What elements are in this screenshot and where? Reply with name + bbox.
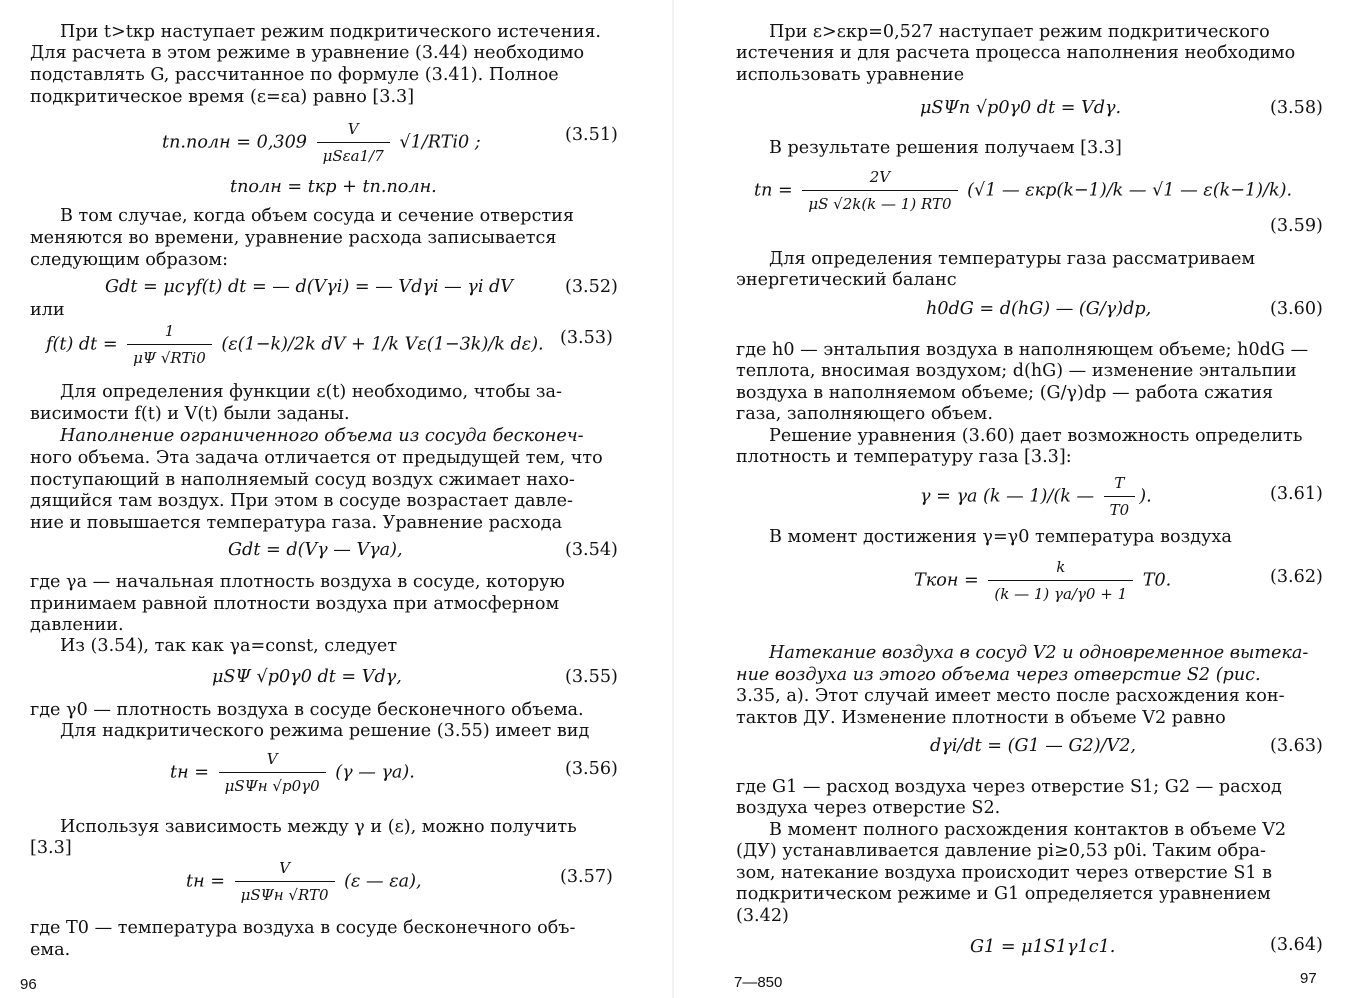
equation-3-58: μSΨп √p0γ0 dt = Vdγ. [920, 98, 1122, 118]
text-line: плотность и температуру газа [3.3]: [736, 447, 1072, 467]
equation-number: (3.64) [1270, 935, 1323, 955]
text-line: ема. [30, 940, 71, 960]
equation-3-51: tп.полн = 0,309 $\frac{V}{\text{μSεа1/7}}$ √1/RTi0 ; [162, 120, 481, 165]
text-line: При ε>εкр=0,527 наступает режим подкритического [769, 22, 1270, 42]
equation-number: (3.59) [1270, 216, 1323, 236]
equation-3-56: tн = $\frac{V}{\text{μSΨн √p0γ0}}$ (γ — γа). [170, 750, 415, 795]
text-line: где γ0 — плотность воздуха в сосуде бесконечного объема. [30, 700, 584, 720]
text-line: газа, заполняющего объем. [736, 404, 993, 424]
equation-3-53: f(t) dt = $\frac{1}{\text{μΨ √RTi0}}$ (ε(1−k)/2k dV + 1/k Vε(1−3k)/k dε). [46, 322, 544, 367]
equation-3-52: Gdt = μcγf(t) dt = — d(Vγi) = — Vdγi — γi dV [105, 277, 514, 297]
equation-number: (3.53) [560, 328, 613, 348]
equation-number: (3.51) [565, 125, 618, 145]
text-line: ние и повышается температура газа. Уравнение расхода [30, 513, 563, 533]
text-line: подкритическом режиме и G1 определяется уравнением [736, 884, 1271, 904]
equation-number: (3.57) [560, 867, 613, 887]
text-line: (ДУ) устанавливается давление pi≥0,53 p0i. Таким обра- [736, 841, 1266, 861]
text-line: тактов ДУ. Изменение плотности в объеме V2 равно [736, 708, 1226, 728]
equation-3-55: μSΨ √p0γ0 dt = Vdγ, [212, 667, 402, 687]
text-line: меняются во времени, уравнение расхода записывается [30, 228, 557, 248]
text-line: висимости f(t) и V(t) были заданы. [30, 404, 350, 424]
text-line: Из (3.54), так как γа=const, следует [60, 636, 398, 656]
equation-3-62: Tкон = $\frac{k}{(k — 1) \gamma а/\gamma 0 + 1}$ T0. [914, 558, 1172, 603]
text-line: теплота, вносимая воздухом; d(hG) — изменение энтальпии [736, 361, 1297, 381]
text-line: использовать уравнение [736, 65, 965, 85]
text-line: Для надкритического режима решение (3.55) имеет вид [60, 721, 590, 741]
text-line: Решение уравнения (3.60) дает возможность определить [769, 426, 1303, 446]
text-line: дящийся там воздух. При этом в сосуде возрастает давле- [30, 491, 573, 511]
text-line: воздуха в наполняемом объеме; (G/γ)dp — работа сжатия [736, 383, 1274, 403]
text-line: В том случае, когда объем сосуда и сечение отверстия [60, 206, 574, 226]
text-line: ние воздуха из этого объема через отверстие S2 (рис. [736, 665, 1261, 685]
text-line: поступающий в наполняемый сосуд воздух сжимает нахо- [30, 470, 575, 490]
text-line: Натекание воздуха в сосуд V2 и одновременное вытека- [769, 643, 1309, 663]
equation-3-63: dγi/dt = (G1 — G2)/V2, [930, 736, 1137, 756]
text-line: воздуха через отверстие S2. [736, 798, 1001, 818]
equation-3-64: G1 = μ1S1γ1c1. [970, 937, 1116, 957]
text-line: энергетический баланс [736, 270, 957, 290]
equation-number: (3.62) [1270, 567, 1323, 587]
page-number: 97 [1300, 970, 1317, 987]
equation-number: (3.52) [565, 277, 618, 297]
equation-number: (3.63) [1270, 736, 1323, 756]
text-line: где G1 — расход воздуха через отверстие S1; G2 — расход [736, 777, 1282, 797]
page-number: 96 [20, 976, 37, 993]
equation-number: (3.56) [565, 759, 618, 779]
text-line: Наполнение ограниченного объема из сосуда бесконеч- [60, 426, 584, 446]
equation-number: (3.55) [565, 667, 618, 687]
text-line: [3.3] [30, 838, 72, 858]
equation-3-59: tп = $\frac{2V}{\mu S √2k(k — 1) RT0}$ (√1 — εкр(k−1)/k — √1 — ε(k−1)/k). [754, 168, 1293, 213]
text-line: В момент достижения γ=γ0 температура воздуха [769, 527, 1232, 547]
text-line: или [30, 300, 65, 320]
equation-3-51b: tполн = tкр + tп.полн. [230, 177, 437, 197]
equation-number: (3.61) [1270, 484, 1323, 504]
equation-3-54: Gdt = d(Vγ — Vγа), [228, 540, 403, 560]
equation-3-57: tн = $\frac{V}{\text{μSΨн √RT0}}$ (ε — εа), [186, 859, 422, 904]
text-line: давлении. [30, 615, 124, 635]
text-line: Используя зависимость между γ и (ε), можно получить [60, 817, 577, 837]
text-line: следующим образом: [30, 250, 229, 270]
text-line: При t>tкр наступает режим подкритического истечения. [60, 22, 602, 42]
text-line: где γа — начальная плотность воздуха в сосуде, которую [30, 572, 565, 592]
equation-number: (3.58) [1270, 98, 1323, 118]
text-line: В момент полного расхождения контактов в объеме V2 [769, 820, 1287, 840]
text-line: ного объема. Эта задача отличается от предыдущей тем, что [30, 448, 603, 468]
equation-number: (3.54) [565, 540, 618, 560]
text-line: В результате решения получаем [3.3] [769, 138, 1122, 158]
text-line: (3.42) [736, 906, 789, 926]
text-line: истечения и для расчета процесса наполнения необходимо [736, 43, 1296, 63]
signature-mark: 7—850 [734, 974, 783, 991]
text-line: Для определения температуры газа рассматриваем [769, 249, 1256, 269]
equation-3-60: h0dG = d(hG) — (G/γ)dp, [926, 299, 1152, 319]
text-line: принимаем равной плотности воздуха при атмосферном [30, 594, 560, 614]
left-page [0, 0, 673, 998]
text-line: 3.35, а). Этот случай имеет место после расхождения кон- [736, 686, 1285, 706]
equation-3-61: γ = γа (k — 1)/(k — $\frac{T}{T0}$ ). [920, 474, 1152, 519]
text-line: подставлять G, рассчитанное по формуле (3.41). Полное [30, 65, 559, 85]
text-line: подкритическое время (ε=εа) равно [3.3] [30, 87, 415, 107]
text-line: зом, натекание воздуха происходит через отверстие S1 в [736, 863, 1273, 883]
text-line: где T0 — температура воздуха в сосуде бесконечного объ- [30, 918, 576, 938]
text-line: Для определения функции ε(t) необходимо, чтобы за- [60, 382, 562, 402]
equation-number: (3.60) [1270, 299, 1323, 319]
text-line: где h0 — энтальпия воздуха в наполняющем объеме; h0dG — [736, 340, 1309, 360]
text-line: Для расчета в этом режиме в уравнение (3.44) необходимо [30, 43, 585, 63]
right-page [674, 0, 1347, 998]
